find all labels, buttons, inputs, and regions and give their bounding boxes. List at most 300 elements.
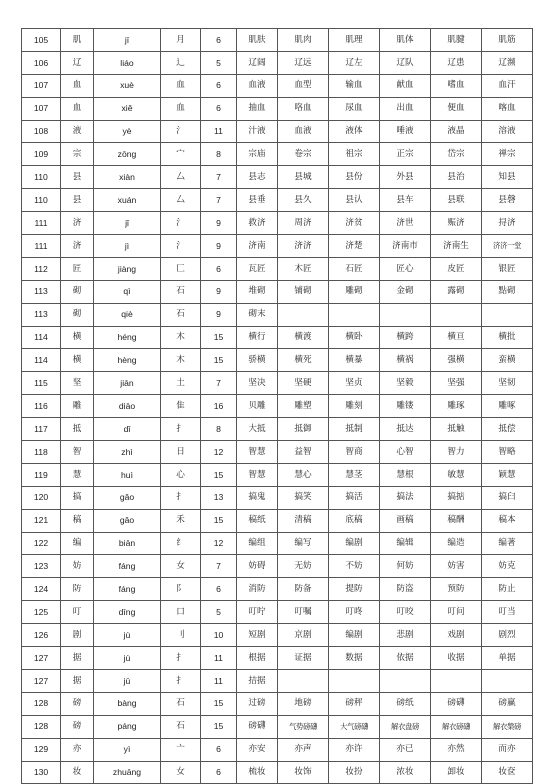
character-cell: 防 — [61, 578, 94, 601]
stroke-count-cell: 15 — [201, 463, 237, 486]
stroke-count-cell: 15 — [201, 349, 237, 372]
table-row — [22, 647, 533, 670]
word-cell: 汁液 — [237, 120, 278, 143]
word-cell: 县久 — [278, 189, 329, 212]
pinyin-cell: jiān — [94, 372, 161, 395]
table-row — [22, 395, 533, 418]
pinyin-cell: jù — [94, 624, 161, 647]
character-cell: 磅 — [61, 692, 94, 715]
word-cell: 妆饰 — [278, 761, 329, 784]
character-cell: 砌 — [61, 280, 94, 303]
radical-cell: 日 — [161, 441, 201, 464]
word-cell: 露砌 — [431, 280, 482, 303]
stroke-count-cell: 15 — [201, 715, 237, 738]
word-cell: 清稿 — [278, 509, 329, 532]
word-cell: 雕塑 — [278, 395, 329, 418]
word-cell: 亦许 — [329, 738, 380, 761]
word-cell: 慧根 — [380, 463, 431, 486]
word-cell: 益智 — [278, 441, 329, 464]
stroke-count-cell: 7 — [201, 555, 237, 578]
character-cell: 据 — [61, 669, 94, 692]
word-cell: 何妨 — [380, 555, 431, 578]
word-cell — [380, 303, 431, 326]
word-cell: 稿本 — [482, 509, 533, 532]
radical-cell: 氵 — [161, 235, 201, 258]
radical-cell: 扌 — [161, 418, 201, 441]
stroke-count-cell: 6 — [201, 74, 237, 97]
word-cell: 血液 — [278, 120, 329, 143]
word-cell: 预防 — [431, 578, 482, 601]
word-cell: 坚硬 — [278, 372, 329, 395]
pinyin-cell: xiàn — [94, 166, 161, 189]
word-cell: 蛮横 — [482, 349, 533, 372]
stroke-count-cell: 13 — [201, 486, 237, 509]
table-row — [22, 578, 533, 601]
word-cell: 济济 — [278, 235, 329, 258]
table-row — [22, 624, 533, 647]
stroke-count-cell: 11 — [201, 647, 237, 670]
word-cell: 编剧 — [329, 624, 380, 647]
pinyin-cell: fáng — [94, 555, 161, 578]
character-cell: 叮 — [61, 601, 94, 624]
entry-number: 129 — [22, 738, 61, 761]
word-cell: 肌肤 — [237, 29, 278, 52]
word-cell: 血型 — [278, 74, 329, 97]
entry-number: 111 — [22, 212, 61, 235]
word-cell: 宗庙 — [237, 143, 278, 166]
stroke-count-cell: 11 — [201, 120, 237, 143]
word-cell: 证据 — [278, 647, 329, 670]
stroke-count-cell: 6 — [201, 257, 237, 280]
character-cell: 磅 — [61, 715, 94, 738]
pinyin-cell: liáo — [94, 51, 161, 74]
word-cell: 济南生 — [431, 235, 482, 258]
word-cell: 慧茎 — [329, 463, 380, 486]
entry-number: 114 — [22, 326, 61, 349]
table-row — [22, 97, 533, 120]
word-cell: 济济一堂 — [482, 235, 533, 258]
entry-number: 114 — [22, 349, 61, 372]
radical-cell: 禾 — [161, 509, 201, 532]
word-cell: 磅赢 — [482, 692, 533, 715]
word-cell: 砌末 — [237, 303, 278, 326]
table-row — [22, 280, 533, 303]
word-cell: 肌腱 — [431, 29, 482, 52]
radical-cell: 心 — [161, 463, 201, 486]
table-row — [22, 29, 533, 52]
character-cell: 妨 — [61, 555, 94, 578]
radical-cell: 石 — [161, 303, 201, 326]
entry-number: 130 — [22, 761, 61, 784]
pinyin-cell: gǎo — [94, 509, 161, 532]
word-cell: 肌体 — [380, 29, 431, 52]
word-cell: 横跨 — [380, 326, 431, 349]
word-cell: 知县 — [482, 166, 533, 189]
radical-cell: 石 — [161, 715, 201, 738]
stroke-count-cell: 15 — [201, 692, 237, 715]
stroke-count-cell: 15 — [201, 509, 237, 532]
entry-number: 123 — [22, 555, 61, 578]
word-cell — [329, 303, 380, 326]
character-cell: 血 — [61, 74, 94, 97]
character-cell: 县 — [61, 189, 94, 212]
table-row — [22, 235, 533, 258]
word-cell: 县志 — [237, 166, 278, 189]
word-cell: 搞掂 — [431, 486, 482, 509]
word-cell: 搞笑 — [278, 486, 329, 509]
table-row — [22, 143, 533, 166]
character-cell: 县 — [61, 166, 94, 189]
word-cell: 肌理 — [329, 29, 380, 52]
pinyin-cell: jù — [94, 647, 161, 670]
word-cell: 匠心 — [380, 257, 431, 280]
word-cell: 液体 — [329, 120, 380, 143]
table-row — [22, 441, 533, 464]
word-cell: 济楚 — [329, 235, 380, 258]
radical-cell: 口 — [161, 601, 201, 624]
word-cell: 解衣盘磅 — [380, 715, 431, 738]
word-cell: 唾液 — [380, 120, 431, 143]
word-cell: 雕啄 — [482, 395, 533, 418]
table-row — [22, 669, 533, 692]
word-cell: 挦济 — [482, 212, 533, 235]
pinyin-cell: dǐ — [94, 418, 161, 441]
word-cell — [431, 303, 482, 326]
pinyin-cell: jū — [94, 669, 161, 692]
word-cell: 颖慧 — [482, 463, 533, 486]
character-cell: 横 — [61, 326, 94, 349]
radical-cell: 阝 — [161, 578, 201, 601]
table-row — [22, 349, 533, 372]
word-cell: 县份 — [329, 166, 380, 189]
word-cell: 铺砌 — [278, 280, 329, 303]
radical-cell: 石 — [161, 692, 201, 715]
word-cell: 县垂 — [237, 189, 278, 212]
word-cell — [278, 303, 329, 326]
word-cell: 赈济 — [431, 212, 482, 235]
word-cell: 抵制 — [329, 418, 380, 441]
radical-cell: 辶 — [161, 51, 201, 74]
word-cell: 搞鬼 — [237, 486, 278, 509]
table-row — [22, 166, 533, 189]
entry-number: 118 — [22, 441, 61, 464]
word-cell: 大抵 — [237, 418, 278, 441]
word-cell: 银匠 — [482, 257, 533, 280]
character-cell: 雕 — [61, 395, 94, 418]
character-cell: 亦 — [61, 738, 94, 761]
word-cell: 横卧 — [329, 326, 380, 349]
table-row — [22, 257, 533, 280]
word-cell: 无妨 — [278, 555, 329, 578]
pinyin-cell: diāo — [94, 395, 161, 418]
pinyin-cell: qì — [94, 280, 161, 303]
pinyin-cell: xuè — [94, 74, 161, 97]
word-cell: 辽阔 — [237, 51, 278, 74]
word-cell: 叮咚 — [329, 601, 380, 624]
word-cell: 坚韧 — [482, 372, 533, 395]
table-row — [22, 372, 533, 395]
character-cell: 妆 — [61, 761, 94, 784]
word-cell: 雕砌 — [329, 280, 380, 303]
pinyin-cell: biān — [94, 532, 161, 555]
word-cell: 横行 — [237, 326, 278, 349]
pinyin-cell: jǐ — [94, 212, 161, 235]
table-row — [22, 509, 533, 532]
radical-cell: 石 — [161, 280, 201, 303]
pinyin-cell: jī — [94, 29, 161, 52]
word-cell: 抵达 — [380, 418, 431, 441]
character-cell: 匠 — [61, 257, 94, 280]
word-cell: 智慧 — [237, 441, 278, 464]
word-cell: 辽濒 — [482, 51, 533, 74]
word-cell: 雕镂 — [380, 395, 431, 418]
word-cell: 外县 — [380, 166, 431, 189]
word-cell: 叮当 — [482, 601, 533, 624]
pinyin-cell: jiàng — [94, 257, 161, 280]
entry-number: 128 — [22, 692, 61, 715]
entry-number: 109 — [22, 143, 61, 166]
word-cell: 抽血 — [237, 97, 278, 120]
pinyin-cell: héng — [94, 326, 161, 349]
word-cell: 献血 — [380, 74, 431, 97]
entry-number: 110 — [22, 166, 61, 189]
radical-cell: 木 — [161, 326, 201, 349]
pinyin-cell: páng — [94, 715, 161, 738]
stroke-count-cell: 6 — [201, 29, 237, 52]
pinyin-cell: yè — [94, 120, 161, 143]
radical-cell: 女 — [161, 761, 201, 784]
word-cell: 溶液 — [482, 120, 533, 143]
entry-number: 111 — [22, 235, 61, 258]
radical-cell: 宀 — [161, 143, 201, 166]
table-body — [22, 29, 533, 784]
word-cell: 辽远 — [278, 51, 329, 74]
word-cell: 根据 — [237, 647, 278, 670]
word-cell — [278, 669, 329, 692]
word-cell: 抵偿 — [482, 418, 533, 441]
word-cell: 救济 — [237, 212, 278, 235]
word-cell: 磅礴 — [431, 692, 482, 715]
entry-number: 110 — [22, 189, 61, 212]
entry-number: 113 — [22, 280, 61, 303]
stroke-count-cell: 9 — [201, 212, 237, 235]
radical-cell: 月 — [161, 29, 201, 52]
word-cell: 智慧 — [237, 463, 278, 486]
pinyin-cell: qiè — [94, 303, 161, 326]
word-cell: 防备 — [278, 578, 329, 601]
entry-number: 128 — [22, 715, 61, 738]
word-cell: 横亘 — [431, 326, 482, 349]
word-cell: 防止 — [482, 578, 533, 601]
radical-cell: 厶 — [161, 166, 201, 189]
word-cell: 辽队 — [380, 51, 431, 74]
character-cell: 稿 — [61, 509, 94, 532]
table-row — [22, 692, 533, 715]
entry-number: 112 — [22, 257, 61, 280]
word-cell: 雕刻 — [329, 395, 380, 418]
word-cell: 瓦匠 — [237, 257, 278, 280]
pinyin-cell: huì — [94, 463, 161, 486]
word-cell: 妆奁 — [482, 761, 533, 784]
word-cell: 亦然 — [431, 738, 482, 761]
word-cell: 岱宗 — [431, 143, 482, 166]
word-cell: 济世 — [380, 212, 431, 235]
word-cell: 短剧 — [237, 624, 278, 647]
word-cell: 县联 — [431, 189, 482, 212]
word-cell: 拮据 — [237, 669, 278, 692]
stroke-count-cell: 8 — [201, 418, 237, 441]
character-cell: 济 — [61, 235, 94, 258]
word-cell: 梳妆 — [237, 761, 278, 784]
entry-number: 107 — [22, 97, 61, 120]
character-cell: 济 — [61, 212, 94, 235]
word-cell: 血液 — [237, 74, 278, 97]
entry-number: 119 — [22, 463, 61, 486]
pinyin-cell: zōng — [94, 143, 161, 166]
word-cell: 大气磅礴 — [329, 715, 380, 738]
radical-cell: 血 — [161, 97, 201, 120]
radical-cell: 匚 — [161, 257, 201, 280]
character-cell: 液 — [61, 120, 94, 143]
stroke-count-cell: 11 — [201, 669, 237, 692]
word-cell: 辽左 — [329, 51, 380, 74]
word-cell: 悲剧 — [380, 624, 431, 647]
word-cell: 地磅 — [278, 692, 329, 715]
table-row — [22, 189, 533, 212]
character-cell: 血 — [61, 97, 94, 120]
word-cell: 数据 — [329, 647, 380, 670]
word-cell: 智商 — [329, 441, 380, 464]
word-cell: 县城 — [278, 166, 329, 189]
word-cell: 浓妆 — [380, 761, 431, 784]
word-cell: 木匠 — [278, 257, 329, 280]
character-cell: 肌 — [61, 29, 94, 52]
entry-number: 120 — [22, 486, 61, 509]
word-cell: 横死 — [278, 349, 329, 372]
pinyin-cell: hèng — [94, 349, 161, 372]
word-cell: 亦声 — [278, 738, 329, 761]
word-cell: 戏剧 — [431, 624, 482, 647]
table-row — [22, 51, 533, 74]
word-cell: 叮咬 — [380, 601, 431, 624]
pinyin-cell: yì — [94, 738, 161, 761]
word-cell — [482, 303, 533, 326]
word-cell: 画稿 — [380, 509, 431, 532]
stroke-count-cell: 8 — [201, 143, 237, 166]
radical-cell: 亠 — [161, 738, 201, 761]
word-cell: 输血 — [329, 74, 380, 97]
radical-cell: 扌 — [161, 647, 201, 670]
word-cell: 心智 — [380, 441, 431, 464]
stroke-count-cell: 6 — [201, 97, 237, 120]
word-cell: 液晶 — [431, 120, 482, 143]
character-cell: 慧 — [61, 463, 94, 486]
table-row — [22, 326, 533, 349]
stroke-count-cell: 7 — [201, 166, 237, 189]
radical-cell: 厶 — [161, 189, 201, 212]
pinyin-cell: dīng — [94, 601, 161, 624]
stroke-count-cell: 12 — [201, 532, 237, 555]
word-cell: 坚决 — [237, 372, 278, 395]
word-cell: 解衣槃磅 — [482, 715, 533, 738]
stroke-count-cell: 5 — [201, 51, 237, 74]
word-cell: 亦安 — [237, 738, 278, 761]
pinyin-cell: gǎo — [94, 486, 161, 509]
table-row — [22, 212, 533, 235]
word-cell: 稿酬 — [431, 509, 482, 532]
radical-cell: 纟 — [161, 532, 201, 555]
word-cell: 县治 — [431, 166, 482, 189]
table-row — [22, 303, 533, 326]
word-cell: 防盗 — [380, 578, 431, 601]
word-cell: 妨克 — [482, 555, 533, 578]
radical-cell: 氵 — [161, 212, 201, 235]
word-cell: 卷宗 — [278, 143, 329, 166]
table-row — [22, 463, 533, 486]
stroke-count-cell: 9 — [201, 280, 237, 303]
word-cell: 肌肉 — [278, 29, 329, 52]
word-cell: 而亦 — [482, 738, 533, 761]
word-cell: 提防 — [329, 578, 380, 601]
word-cell: 磅礴 — [237, 715, 278, 738]
word-cell: 横祸 — [380, 349, 431, 372]
word-cell: 贝雕 — [237, 395, 278, 418]
word-cell: 消防 — [237, 578, 278, 601]
radical-cell: 血 — [161, 74, 201, 97]
pinyin-cell: zhì — [94, 441, 161, 464]
entry-number: 121 — [22, 509, 61, 532]
word-cell — [482, 669, 533, 692]
word-cell: 依据 — [380, 647, 431, 670]
stroke-count-cell: 9 — [201, 303, 237, 326]
word-cell — [329, 669, 380, 692]
word-cell: 横渡 — [278, 326, 329, 349]
stroke-count-cell: 9 — [201, 235, 237, 258]
word-cell: 县磬 — [482, 189, 533, 212]
word-cell: 底稿 — [329, 509, 380, 532]
word-cell: 喀血 — [482, 97, 533, 120]
word-cell: 叮嘱 — [278, 601, 329, 624]
word-cell: 稿纸 — [237, 509, 278, 532]
entry-number: 126 — [22, 624, 61, 647]
word-cell: 济南 — [237, 235, 278, 258]
stroke-count-cell: 16 — [201, 395, 237, 418]
radical-cell: 土 — [161, 372, 201, 395]
pinyin-cell: xiě — [94, 97, 161, 120]
character-cell: 智 — [61, 441, 94, 464]
word-cell: 嗜血 — [431, 74, 482, 97]
table-row — [22, 601, 533, 624]
radical-cell: 木 — [161, 349, 201, 372]
entry-number: 108 — [22, 120, 61, 143]
entry-number: 117 — [22, 418, 61, 441]
word-cell: 金砌 — [380, 280, 431, 303]
stroke-count-cell: 7 — [201, 189, 237, 212]
word-cell: 强横 — [431, 349, 482, 372]
word-cell: 辽患 — [431, 51, 482, 74]
stroke-count-cell: 6 — [201, 578, 237, 601]
word-cell: 禅宗 — [482, 143, 533, 166]
radical-cell: 扌 — [161, 669, 201, 692]
entry-number: 115 — [22, 372, 61, 395]
table-row — [22, 738, 533, 761]
character-cell: 宗 — [61, 143, 94, 166]
word-cell — [380, 669, 431, 692]
word-cell: 亦已 — [380, 738, 431, 761]
pinyin-cell: jì — [94, 235, 161, 258]
character-cell: 辽 — [61, 51, 94, 74]
word-cell: 正宗 — [380, 143, 431, 166]
